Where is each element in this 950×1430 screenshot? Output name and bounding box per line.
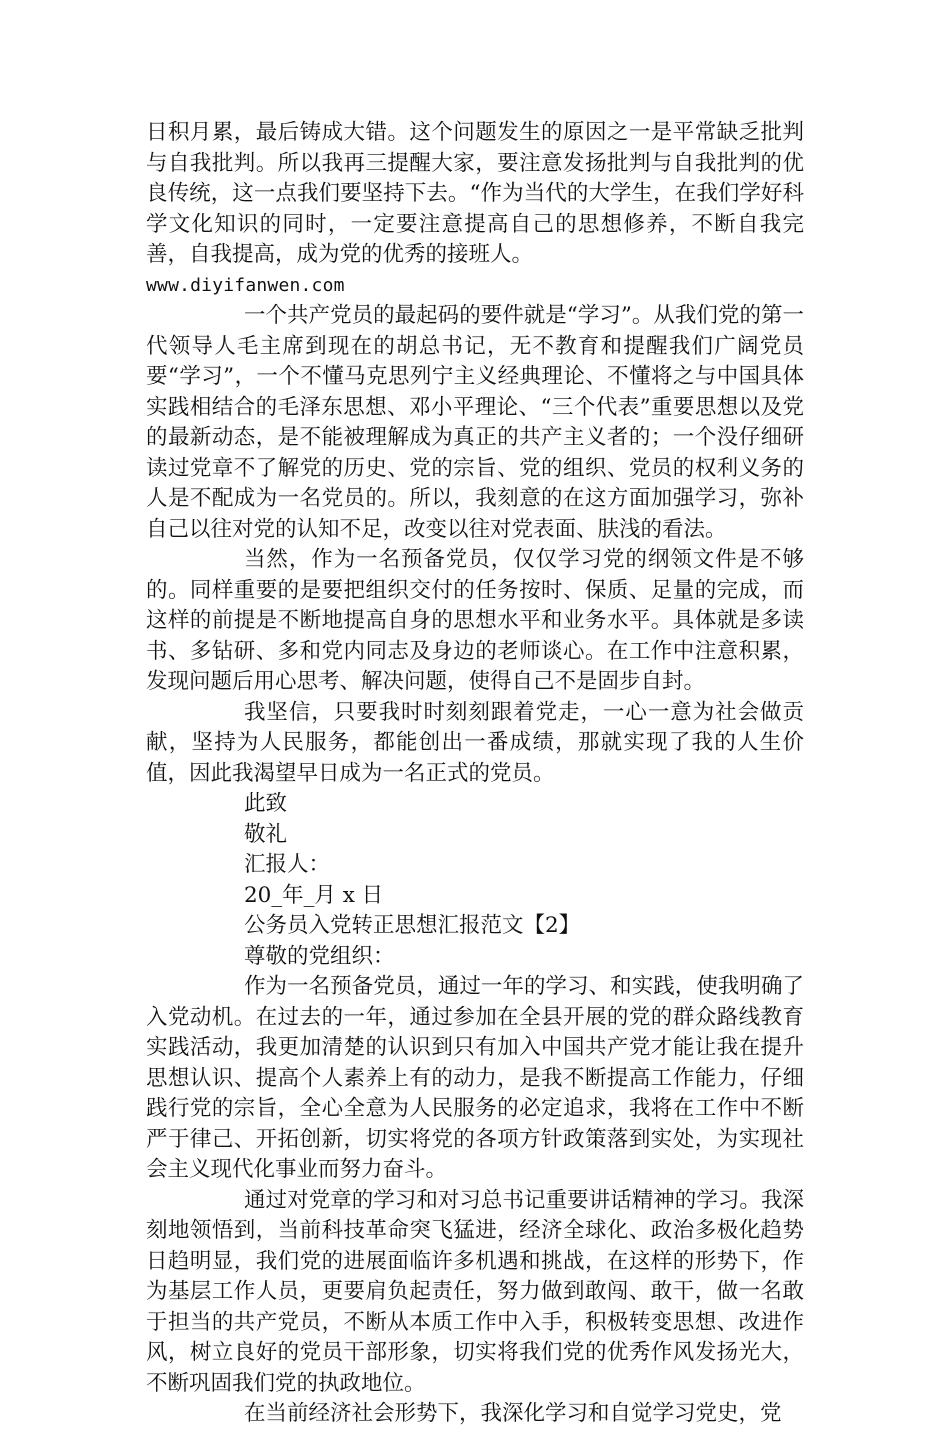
- paragraph-6: 通过对党章的学习和对习总书记重要讲话精神的学习。我深刻地领悟到，当前科技革命突飞猛进，经济全球化、政治多极化趋势日趋明显，我们党的进展面临许多机遇和挑战，在这样的形势下，作为基层工作人员，更要肩负起责任，努力做到敢闯、敢干，做一名敢于担当的共产党员，不断从本质工作中入手，积极转变思想、改进作风，树立良好的党员干部形象，切实将我们党的优秀作风发扬光大，不断巩固我们党的执政地位。: [146, 1187, 804, 1396]
- paragraph-4: 我坚信，只要我时时刻刻跟着党走，一心一意为社会做贡献，坚持为人民服务，都能创出一番成绩，那就实现了我的人生价值，因此我渴望早日成为一名正式的党员。: [146, 699, 804, 786]
- section-heading-2: 公务员入党转正思想汇报范文【2】: [244, 913, 581, 938]
- document-body: [146, 118, 804, 1430]
- paragraph-2: 一个共产党员的最起码的要件就是“学习”。从我们党的第一代领导人毛主席到现在的胡总书记，无不教育和提醒我们广阔党员要“学习”，一个不懂马克思列宁主义经典理论、不懂将之与中国具体实践相结合的毛泽东思想、邓小平理论、“三个代表”重要思想以及党的最新动态，是不能被理解成为真正的共产主义者的；一个没仔细研读过党章不了解党的历史、党的宗旨、党的组织、党员的权利义务的人是不配成为一名党员的。所以，我刻意的在这方面加强学习，弥补自己以往对党的认知不足，改变以往对党表面、肤浅的看法。: [146, 303, 804, 542]
- reporter-line: 汇报人：: [244, 852, 331, 877]
- paragraph-3: 当然，作为一名预备党员，仅仅学习党的纲领文件是不够的。同样重要的是要把组织交付的任务按时、保质、足量的完成，而这样的前提是不断地提高自身的思想水平和业务水平。具体就是多读书、多钻研、多和党内同志及身边的老师谈心。在工作中注意积累，发现问题后用心思考、解决问题，使得自己不是固步自封。: [146, 547, 804, 694]
- paragraph-5: 作为一名预备党员，通过一年的学习、和实践，使我明确了入党动机。在过去的一年，通过参加在全县开展的党的群众路线教育实践活动，我更加清楚的认识到只有加入中国共产党才能让我在提升思想认识、提高个人素养上有的动力，是我不断提高工作能力，仔细践行党的宗旨，全心全意为人民服务的必定追求，我将在工作中不断严于律己、开拓创新，切实将党的各项方针政策落到实处，为实现社会主义现代化事业而努力奋斗。: [146, 974, 804, 1182]
- closing-line-2: 敬礼: [244, 821, 288, 847]
- website-url: www.diyifanwen.com: [146, 274, 345, 296]
- closing-line-1: 此致: [244, 791, 288, 816]
- date-line: 20_年_月 x 日: [244, 882, 384, 908]
- paragraph-7: 在当前经济社会形势下，我深化学习和自觉学习党史，党: [244, 1401, 782, 1426]
- paragraph-1: 日积月累，最后铸成大错。这个问题发生的原因之一是平常缺乏批判与自我批判。所以我再三提醒大家，要注意发扬批判与自我批判的优良传统，这一点我们要坚持下去。“作为当代的大学生，在我们学好科学文化知识的同时，一定要注意提高自己的思想修养，不断自我完善，自我提高，成为党的优秀的接班人。: [146, 120, 804, 267]
- salutation-line: 尊敬的党组织：: [244, 943, 395, 969]
